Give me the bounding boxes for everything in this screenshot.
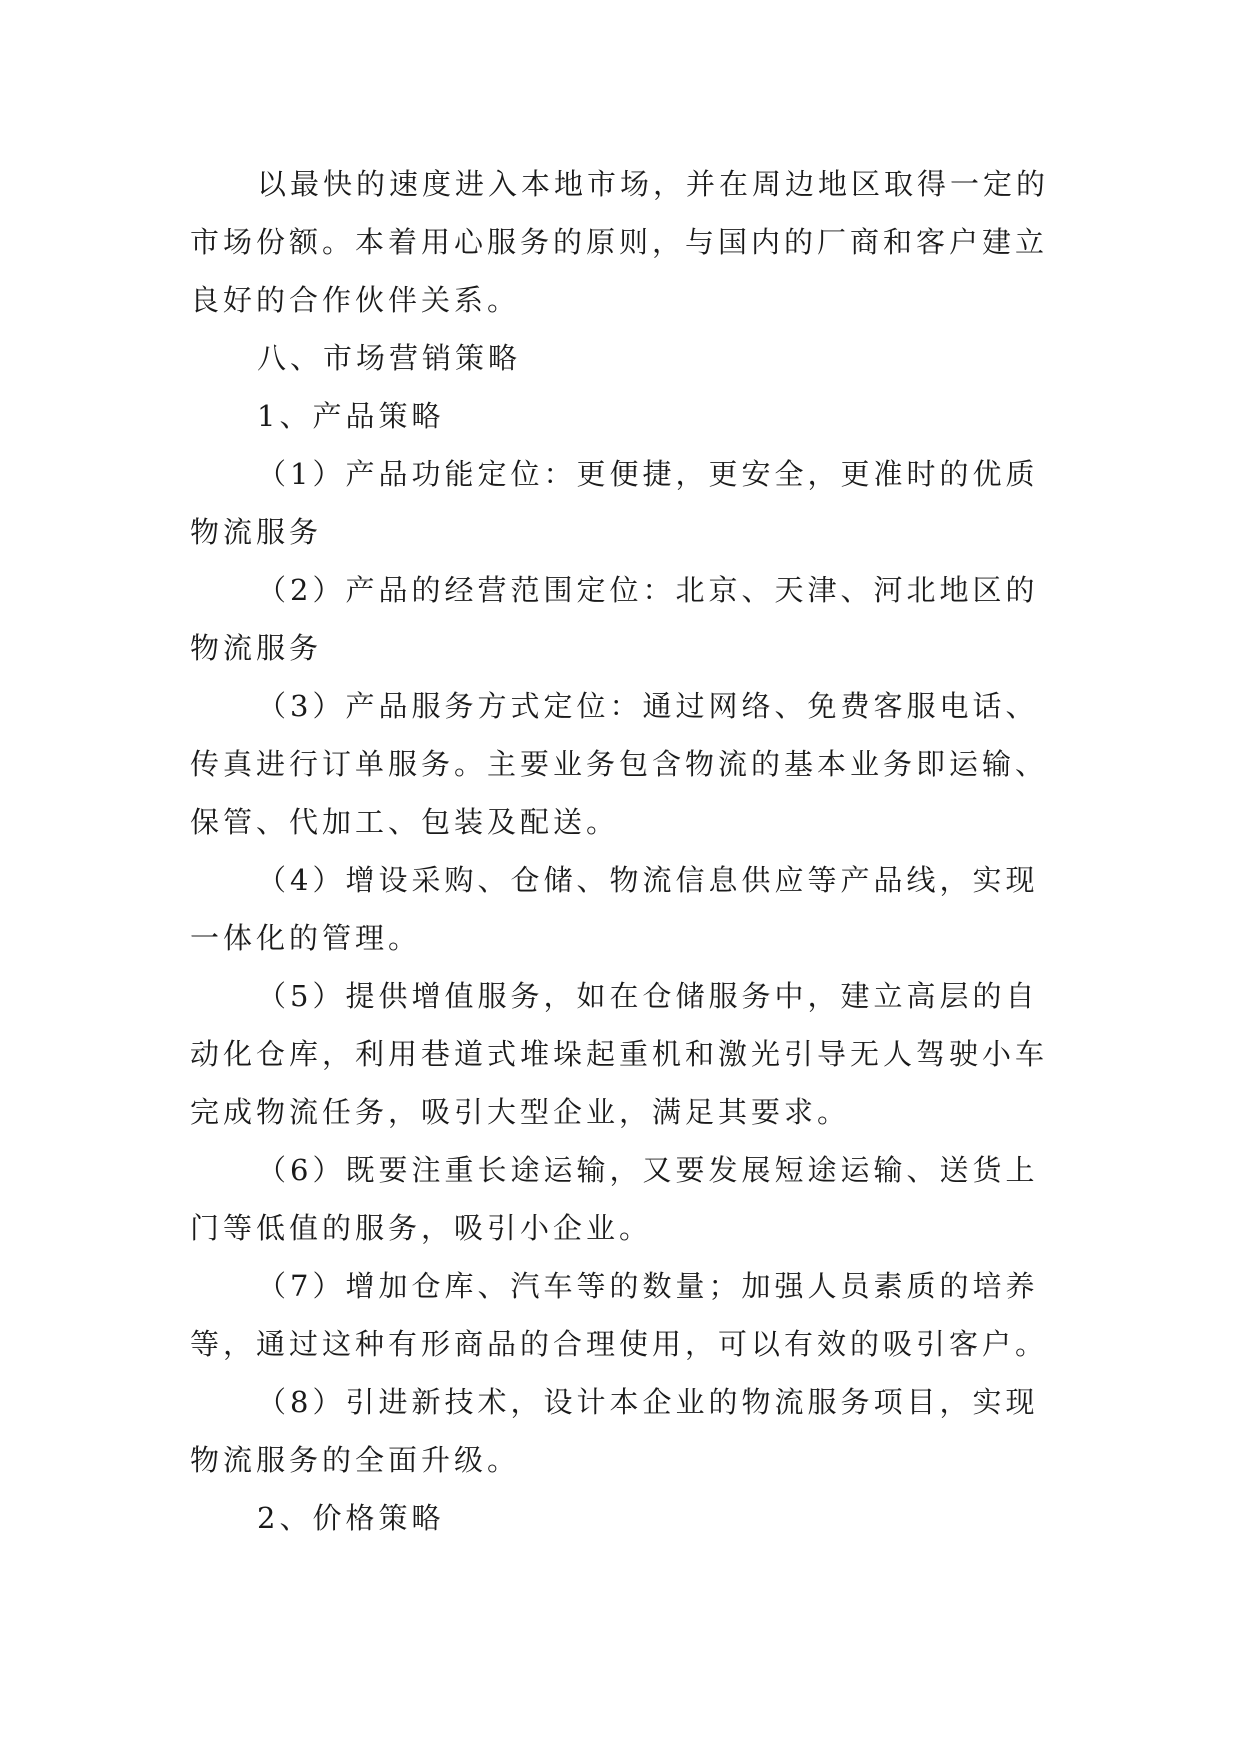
paragraph-line: （8）引进新技术，设计本企业的物流服务项目，实现: [257, 1385, 1039, 1419]
paragraph-line: 保管、代加工、包装及配送。: [190, 805, 620, 839]
paragraph-line: 物流服务的全面升级。: [190, 1443, 521, 1477]
paragraph-line: 一体化的管理。: [190, 921, 422, 955]
paragraph-line: 门等低值的服务，吸引小企业。: [190, 1211, 653, 1245]
paragraph-line: 良好的合作伙伴关系。: [190, 283, 521, 317]
paragraph-line: 传真进行订单服务。主要业务包含物流的基本业务即运输、: [190, 747, 1049, 781]
subsection-heading: 1、产品策略: [257, 399, 445, 433]
paragraph-line: （1）产品功能定位：更便捷，更安全，更准时的优质: [257, 457, 1039, 491]
paragraph-line: （2）产品的经营范围定位：北京、天津、河北地区的: [257, 573, 1039, 607]
paragraph-line: 物流服务: [190, 515, 323, 549]
paragraph-line: 物流服务: [190, 631, 323, 665]
document-body: [190, 155, 1060, 1547]
paragraph-line: （6）既要注重长途运输，又要发展短途运输、送货上: [257, 1153, 1039, 1187]
paragraph-line: 市场份额。本着用心服务的原则，与国内的厂商和客户建立: [190, 225, 1049, 259]
paragraph-line: （3）产品服务方式定位：通过网络、免费客服电话、: [257, 689, 1039, 723]
paragraph-line: 以最快的速度进入本地市场，并在周边地区取得一定的: [257, 167, 1050, 201]
paragraph-line: （4）增设采购、仓储、物流信息供应等产品线，实现: [257, 863, 1039, 897]
paragraph-line: 等，通过这种有形商品的合理使用，可以有效的吸引客户。: [190, 1327, 1049, 1361]
paragraph-line: 动化仓库，利用巷道式堆垛起重机和激光引导无人驾驶小车: [190, 1037, 1049, 1071]
subsection-heading: 2、价格策略: [257, 1501, 445, 1535]
paragraph-line: 完成物流任务，吸引大型企业，满足其要求。: [190, 1095, 851, 1129]
paragraph-line: （7）增加仓库、汽车等的数量；加强人员素质的培养: [257, 1269, 1039, 1303]
paragraph-line: （5）提供增值服务，如在仓储服务中，建立高层的自: [257, 979, 1039, 1013]
section-heading: 八、市场营销策略: [257, 341, 522, 375]
